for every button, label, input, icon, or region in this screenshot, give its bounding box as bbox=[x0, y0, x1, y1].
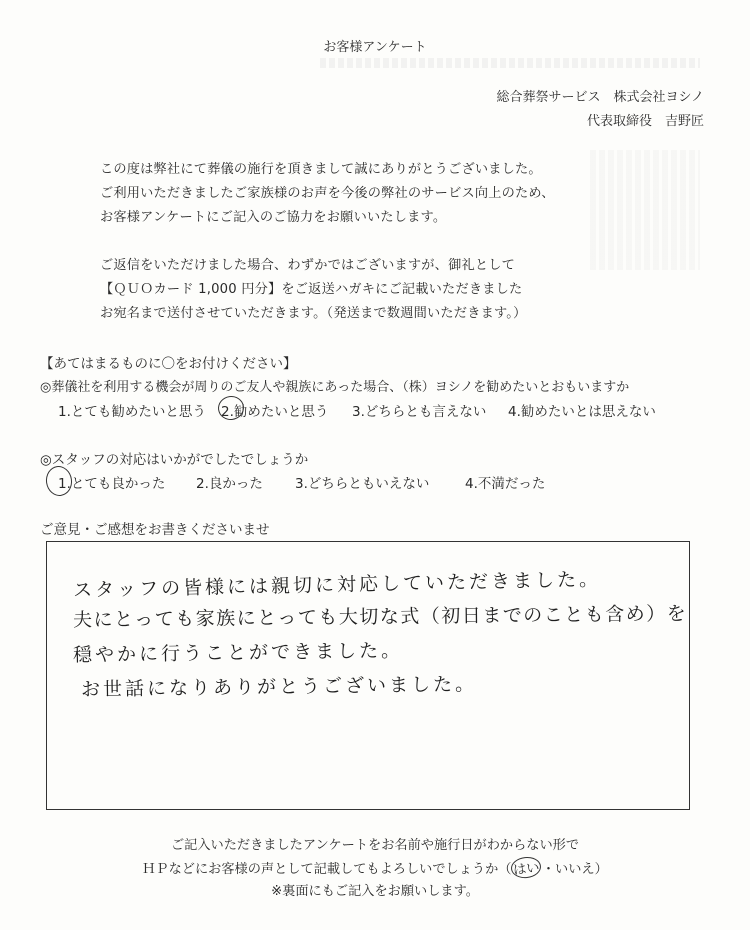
comments-box[interactable] bbox=[46, 541, 690, 810]
consent-question-line2 bbox=[0, 857, 750, 878]
q2-option-3[interactable]: 3.どちらともいえない bbox=[295, 476, 430, 492]
reverse-side-bleed bbox=[320, 58, 700, 68]
q2-option-2[interactable]: 2.良かった bbox=[196, 476, 263, 492]
consent-yes-option[interactable]: はい bbox=[510, 855, 542, 879]
reverse-side-note: ※裏面にもご記入をお願いします。 bbox=[271, 884, 479, 899]
survey-instruction: 【あてはまるものに〇をお付けください】 bbox=[40, 356, 297, 372]
handwritten-line: お世話になりありがとうございました。 bbox=[80, 673, 478, 701]
handwritten-line: 夫にとっても家族にとっても大切な式（初日までのことも含め）を bbox=[72, 602, 688, 632]
consent-no-option[interactable]: いいえ bbox=[555, 862, 595, 877]
q1-option-1[interactable]: 1.とても勧めたいと思う bbox=[58, 404, 206, 420]
consent-separator: ・ bbox=[541, 862, 556, 877]
q1-option-2[interactable]: 2.勧めたいと思う bbox=[221, 404, 329, 420]
consent-close-paren: ） bbox=[594, 862, 608, 877]
intro-line: ご利用いただきましたご家族様のお声を今後の弊社のサービス向上のため、 bbox=[100, 186, 555, 201]
company-name: 総合葬祭サービス 株式会社ヨシノ bbox=[496, 90, 704, 105]
consent-question-text: ＨＰなどにお客様の声として記載してもよろしいでしょうか（ bbox=[142, 862, 512, 877]
intro-line: この度は弊社にて葬儀の施行を頂きまして誠にありがとうございました。 bbox=[100, 162, 542, 177]
intro-line: ご返信をいただけました場合、わずかではございますが、御礼として bbox=[100, 258, 516, 273]
q1-question: ◎葬儀社を利用する機会が周りのご友人や親族にあった場合、（株）ヨシノを勧めたいとおもいますか bbox=[40, 380, 630, 395]
representative-name: 代表取締役 吉野匠 bbox=[586, 114, 704, 129]
q2-option-4[interactable]: 4.不満だった bbox=[465, 476, 546, 492]
intro-line: 【ＱＵＯカード 1,000 円分】をご返送ハガキにご記載いただきました bbox=[100, 282, 523, 297]
page-title: お客様アンケート bbox=[323, 40, 427, 55]
comments-label: ご意見・ご感想をお書きくださいませ bbox=[40, 522, 270, 538]
handwritten-line: スタッフの皆様には親切に対応していただきました。 bbox=[72, 568, 602, 602]
reverse-side-bleed bbox=[590, 150, 700, 270]
q1-option-3[interactable]: 3.どちらとも言えない bbox=[352, 404, 487, 420]
q2-selected-circle bbox=[44, 464, 74, 497]
intro-line: お宛名まで送付させていただきます。（発送まで数週間いただきます。） bbox=[100, 306, 527, 321]
q2-option-1[interactable]: 1.とても良かった bbox=[58, 476, 166, 492]
handwritten-line: 穏やかに行うことができました。 bbox=[72, 639, 404, 667]
consent-question-line1: ご記入いただきましたアンケートをお名前や施行日がわからない形で bbox=[170, 838, 580, 853]
q1-option-4[interactable]: 4.勧めたいとは思えない bbox=[508, 404, 656, 420]
intro-line: お客様アンケートにご記入のご協力をお願いいたします。 bbox=[100, 210, 447, 225]
q2-question: ◎スタッフの対応はいかがでしたでしょうか bbox=[40, 452, 309, 468]
